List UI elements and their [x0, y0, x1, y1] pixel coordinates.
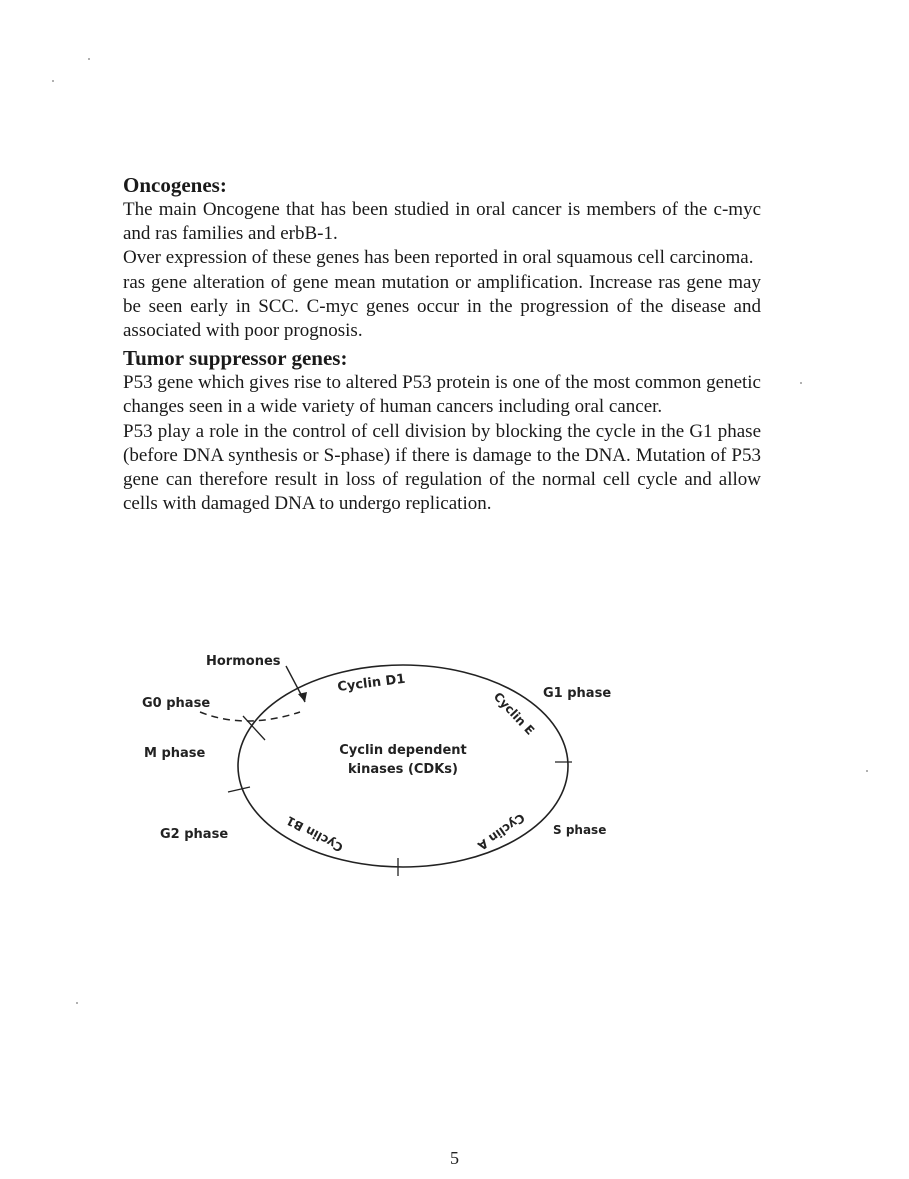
page-number: 5: [450, 1148, 459, 1168]
cyclin-b1-label: Cyclin B1: [283, 813, 346, 855]
hormones-label: Hormones: [206, 654, 281, 669]
scan-speck: [76, 1002, 78, 1004]
tumor-suppressor-paragraph-2: P53 play a role in the control of cell division by blocking the cycle in the G1 phase (before DNA synthesis or S-phase) if there is damage to the DNA. Mutation of P53 gene can therefore result in loss of regulation of the normal cell cycle and allow cells with damaged DNA to undergo replication.: [123, 420, 761, 515]
hormones-arrowhead: [298, 692, 307, 702]
scan-speck: [800, 382, 802, 384]
oncogenes-paragraph-3: ras gene alteration of gene mean mutation or amplification. Increase ras gene may be seen early in SCC. C-myc genes occur in the progression of the disease and associated with poor prognosis.: [123, 271, 761, 342]
cdk-center-label-line2: kinases (CDKs): [348, 762, 458, 777]
oncogenes-paragraph-2: Over expression of these genes has been reported in oral squamous cell carcinoma.: [123, 247, 754, 269]
cyclin-a-label: Cyclin A: [475, 810, 528, 853]
cell-cycle-diagram: [0, 600, 909, 920]
scan-speck: [88, 58, 90, 60]
g2-phase-label: G2 phase: [160, 827, 229, 842]
scan-speck: [52, 80, 54, 82]
m-boundary-tick: [228, 787, 250, 792]
g1-phase-label: G1 phase: [543, 686, 612, 701]
tumor-suppressor-paragraph-1: P53 gene which gives rise to altered P53 protein is one of the most common genetic changes seen in a wide variety of human cancers including oral cancer.: [123, 372, 761, 418]
oncogenes-paragraph-1: The main Oncogene that has been studied in oral cancer is members of the c-myc and ras families and erbB-1.: [123, 199, 761, 245]
s-phase-label: S phase: [553, 823, 607, 837]
tumor-suppressor-heading: Tumor suppressor genes:: [123, 346, 348, 371]
body-text: [123, 172, 761, 516]
g0-connector-arrow: [200, 712, 300, 721]
g0-phase-label: G0 phase: [142, 696, 211, 711]
cdk-center-label-line1: Cyclin dependent: [339, 743, 467, 758]
cyclin-d1-label: Cyclin D1: [336, 671, 407, 695]
cyclin-e-label: Cyclin E: [490, 689, 538, 738]
m-phase-label: M phase: [144, 746, 206, 761]
oncogenes-heading: Oncogenes:: [123, 173, 227, 197]
